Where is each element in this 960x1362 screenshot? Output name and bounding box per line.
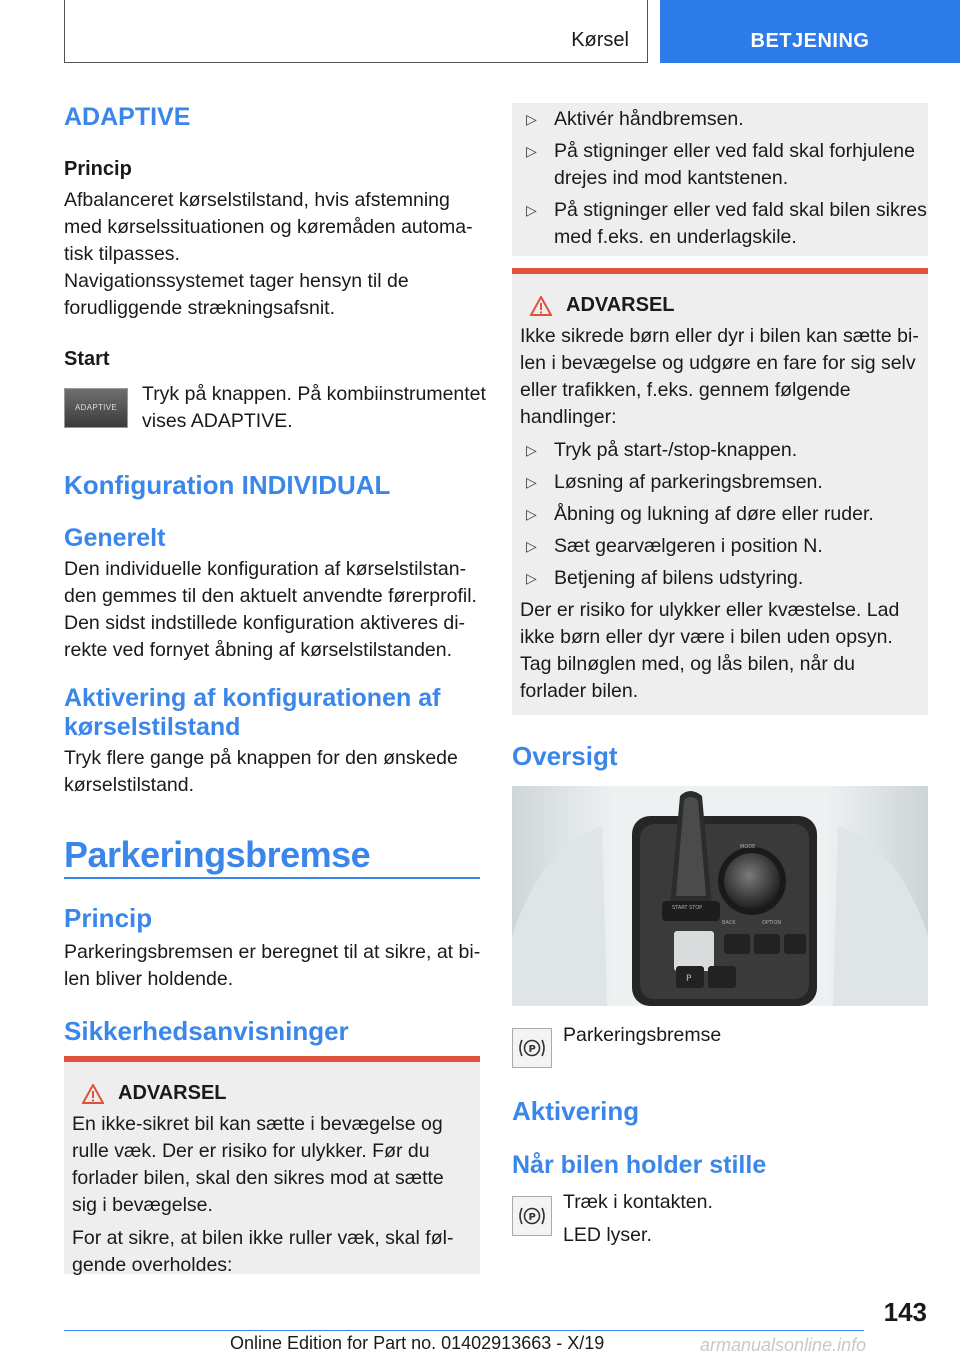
list-item: ▷ Åbning og lukning af døre eller ruder. xyxy=(512,501,920,528)
footer-watermark: armanualsonline.info xyxy=(700,1335,867,1355)
warning-heading xyxy=(72,1082,472,1105)
continued-list-box xyxy=(512,103,928,256)
parking-brake-symbol xyxy=(517,1205,547,1227)
header-section-box xyxy=(64,0,648,63)
list-item: ▷ Betjening af bilens udstyring. xyxy=(512,565,920,592)
parking-brake-icon xyxy=(512,1028,552,1068)
park-princip-title: Princip xyxy=(64,903,153,933)
header-section: Kørsel xyxy=(571,29,629,51)
warning-paragraph-1: Ikke sikrede børn eller dyr i bilen kan sætte bilen i bevægelse og udgøre en fare for sig selv eller trafikken, f.eks. gennem følgende handlinger: xyxy=(520,325,919,428)
holder-line-2: LED lyser. xyxy=(563,1224,652,1246)
list-item: ▷ Sæt gearvælgeren i position N. xyxy=(512,533,920,560)
svg-text:P: P xyxy=(528,1212,536,1223)
aktivering-config-title: Aktivering af konfigurationen af kørselstilstand xyxy=(64,684,441,741)
console-photo xyxy=(512,786,928,1006)
princip-paragraph-2: Navigationssystemet tager hensyn til de forudliggende strækningsafsnit. xyxy=(64,270,409,319)
adaptive-button-image: ADAPTIVE xyxy=(64,388,128,428)
princip-label: Princip xyxy=(64,158,132,180)
sikkerhed-title: Sikkerhedsanvisninger xyxy=(64,1016,349,1046)
parkeringsbremse-title: Parkeringsbremse xyxy=(64,834,371,875)
warning-paragraph-1: En ikke-sikret bil kan sætte i bevægelse og rulle væk. Der er risiko for ulykker. Før du forlader bilen, skal den sikres mod at sætte sig i bevægelse. xyxy=(72,1113,444,1216)
warning-triangle-icon xyxy=(530,296,552,316)
adaptive-title: ADAPTIVE xyxy=(64,103,191,131)
footer-rule xyxy=(64,1330,864,1331)
warning-box-2 xyxy=(512,268,928,715)
list-item: ▷ Aktivér håndbremsen. xyxy=(512,106,928,133)
warning-box-1 xyxy=(64,1056,480,1274)
warning-paragraph-2: For at sikre, at bilen ikke ruller væk, skal følgende overholdes: xyxy=(72,1227,454,1276)
holder-stille-title: Når bilen holder stille xyxy=(512,1151,767,1179)
aktivering-config-text: Tryk flere gange på knappen for den ønskede kørselstilstand. xyxy=(64,747,458,796)
back-label: BACK xyxy=(722,920,736,926)
list-item: ▷ Løsning af parkeringsbremsen. xyxy=(512,469,920,496)
footer-edition: Online Edition for Part no. 01402913663 - X/19 xyxy=(230,1333,605,1353)
parking-brake-icon xyxy=(512,1196,552,1236)
start-stop-label: START STOP xyxy=(672,905,703,911)
holder-line-1: Træk i kontakten. xyxy=(563,1191,713,1213)
warning-paragraph-2: Der er risiko for ulykker eller kvæstelse. Lad ikke børn eller dyr være i bilen uden opsyn. Tag bilnøglen med, og lås bilen, når du forlader bilen. xyxy=(520,599,900,702)
list-item: ▷ På stigninger eller ved fald skal bilen sikres med f.eks. en underlagskile. xyxy=(512,197,928,251)
config-title: Konfiguration INDIVIDUAL xyxy=(64,470,391,500)
generelt-title: Generelt xyxy=(64,524,166,552)
warning-title: ADVARSEL xyxy=(118,1082,227,1104)
svg-text:P: P xyxy=(528,1044,536,1055)
park-princip-text: Parkeringsbremsen er beregnet til at sikre, at bilen bliver holdende. xyxy=(64,941,481,990)
header-chapter: BETJENING xyxy=(750,30,870,52)
list-item: ▷ Tryk på start-/stop-knappen. xyxy=(512,437,920,464)
start-text: Tryk på knappen. På kombiinstrumentet vises ADAPTIVE. xyxy=(142,383,486,432)
title-underline xyxy=(64,877,480,879)
mode-label: MODE xyxy=(740,844,756,850)
warning-list xyxy=(512,437,920,592)
page-number: 143 xyxy=(883,1297,927,1327)
header-chapter-box xyxy=(660,0,960,63)
warning-title: ADVARSEL xyxy=(566,294,675,316)
list-item: ▷ På stigninger eller ved fald skal forhjulene drejes ind mod kantstenen. xyxy=(512,138,928,192)
oversigt-title: Oversigt xyxy=(512,741,618,771)
parking-brake-caption: Parkeringsbremse xyxy=(563,1024,722,1046)
warning-triangle-icon xyxy=(82,1084,104,1104)
princip-paragraph-1: Afbalanceret kørselstilstand, hvis afstemning med kørselssituationen og køremåden automatisk tilpasses. xyxy=(64,189,473,265)
warning-heading xyxy=(520,294,920,317)
option-label: OPTION xyxy=(762,920,782,926)
continued-list xyxy=(512,103,928,251)
p-label: P xyxy=(686,974,692,984)
parking-brake-symbol xyxy=(517,1037,547,1059)
aktivering-title: Aktivering xyxy=(512,1096,640,1126)
generelt-text: Den individuelle konfiguration af kørselstilstanden gemmes til den aktuelt anvendte førerprofil. Den sidst indstillede konfiguration aktiveres direkte ved fornyet åbning af kørselstilstanden. xyxy=(64,558,477,661)
start-label: Start xyxy=(64,348,110,370)
